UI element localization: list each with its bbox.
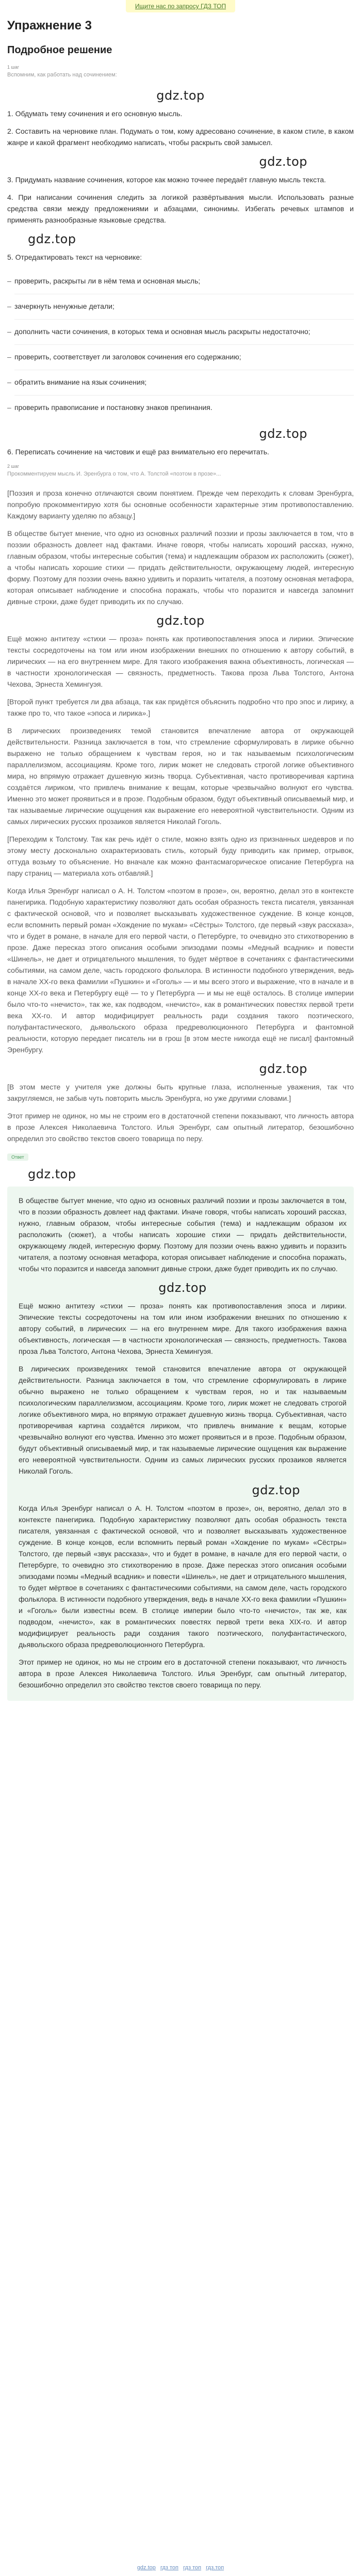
draft-paragraph: В лирических произведениях темой становится впечатление автора от окружающей действительности. Разница заключается в том, что стремление сформулировать в лирике обычно выражено не только обращением к чувствам героя, но и так называемым психологическим параллелизмом, ассоциациям. Кроме того, лирик может не следовать строгой логике объективного мира, но впрямую отражает душевную жизнь творца. Субъективная, часто противоречивая картина создаётся лириком, что привлечь внимание к вещам, которые чрезвычайно волнуют его чувства. Именно это может проявиться и в прозе. Подобным образом, будут объективный описываемый мир, и так называемые лирические ощущения как выражение его невероятной чувствительности. Одним из самых лирических русских прозаиков является Николай Гоголь. <box>7 726 354 826</box>
list-item: – проверить правописание и постановку знаков препинания. <box>14 396 354 420</box>
step-1-tip: Вспомним, как работать над сочинением: <box>7 72 117 78</box>
answer-paragraph: Ещё можно антитезу «стихи — проза» понять как противопоставления эпоса и лирики. Эпические тексты сосредоточены на том или ином изображении внешних по отношению к автору событий, в лирических — на его внутреннем мире. Для такого изображения важна объективность, логическая — в частности хронологическая — связность, предметность. Такова проза Льва Толстого, Антона Чехова, Эрнеста Хемингуэя. <box>19 1302 347 1355</box>
step-item: 6. Переписать сочинение на чистовик и ещё раз внимательно его перечитать. <box>7 448 269 456</box>
top-banner-wrap <box>0 0 361 18</box>
step-1-label: 1 шаг <box>7 65 20 70</box>
top-banner-link[interactable]: Ищите нас по запросу ГДЗ ТОП <box>126 0 235 12</box>
watermark: gdz.top <box>259 1062 307 1076</box>
draft-paragraph: [В этом месте у учителя уже должны быть крупные глаза, исполненные уважения, так что закругляемся, не забыв чуть повторить мысль Эренбурга, но уже другими словами.] <box>7 1083 354 1102</box>
answer-paragraph: В обществе бытует мнение, что одно из основных различий поэзии и прозы заключается в том, что в поэзии образность довлеет над фактами. Иначе говоря, чтобы написать хороший рассказ, нужно, главным образом, чтобы интересные события (тема) и надлежащим образом их расположить (сюжет), а чтобы написать хорошие стихи — придать действительности, окружающему людей, интересную форму. Поэтому для поэзии очень важно удивить и поразить читателя, а поэтому основная метафора, которая описывает наблюдение и способна поражать, чтобы что поразится и навсегда запомнит дивные строки, даже будет приводить их по случаю. <box>19 1196 347 1273</box>
draft-paragraph: Ещё можно антитезу «стихи — проза» понять как противопоставления эпоса и лирики. Эпические тексты сосредоточены на том или ином изображении внешних по отношению к автору событий, в лирических — на его внутреннем мире. Для такого изображения важна объективность, логическая — в частности хронологическая — связность, предметность. Такова проза Льва Толстого, Антона Чехова, Эрнеста Хемингуэя. <box>7 635 354 688</box>
footer-links <box>0 2565 361 2571</box>
watermark: gdz.top <box>28 1167 76 1181</box>
content <box>0 19 361 1701</box>
step-item: 1. Обдумать тему сочинения и его основную мысль. <box>7 109 183 118</box>
list-item: – проверить, соответствует ли заголовок сочинения его содержанию; <box>14 345 354 370</box>
answer-label: Ответ <box>7 1153 28 1161</box>
answer-paragraph: В лирических произведениях темой становится впечатление автора от окружающей действительности. Разница заключается в том, что стремление сформулировать в лирике обычно выражено не только обращением к чувствам героя, но и так называемым психологическим параллелизмом, ассоциациям. Кроме того, лирик может не следовать строгой логике объективного мира, но впрямую отражает душевную жизнь творца. Субъективная, часто противоречивая картина создаётся лириком, что привлечь внимание к вещам, которые чрезвычайно волнуют его чувства. Именно это может проявиться и в прозе. Подобным образом, будут объективный описываемый мир, и так называемые лирические ощущения как выражение его невероятной чувствительности. Одним из самых лирических русских прозаиков является Николай Гоголь. <box>19 1365 347 1475</box>
footer-link[interactable]: gdz.top <box>137 2565 156 2571</box>
page-title: Упражнение 3 <box>7 19 92 33</box>
edit-checklist <box>7 269 354 420</box>
watermark: gdz.top <box>252 1483 300 1497</box>
draft-paragraph: Этот пример не одинок, но мы не строим его в достаточной степени показывают, что личность автора в прозе Алексея Николаевича Толстого. Илья Эренбург, сам опытный литератор, безошибочно определил это свойство текстов своего товарища по перу. <box>7 1112 354 1143</box>
section-title: Подробное решение <box>7 44 112 56</box>
watermark: gdz.top <box>156 613 205 628</box>
footer-link[interactable]: гдз топ <box>183 2565 202 2571</box>
footer-link[interactable]: гдз топ <box>160 2565 178 2571</box>
step-item: 3. Придумать название сочинения, которое как можно точнее передаёт главную мысль текста. <box>7 176 326 184</box>
draft-paragraph: [Переходим к Толстому. Так как речь идёт о стиле, можно взять одно из признанных шедевров и по этому месту досконально охарактеризовать стиль, который буду приводить как пример, отрывок, оттуда возьму то объяснение. Но вначале как можно фантасмагорическое описание Петербурга на пару страниц — материала хоть отбавляй.] <box>7 835 354 877</box>
list-item: – дополнить части сочинения, в которых тема и основная мысль раскрыты недостаточно; <box>14 320 354 345</box>
watermark: gdz.top <box>156 88 205 103</box>
step-item: 4. При написании сочинения следить за логикой развёртывания мысли. Использовать разные средства связи между предложениями и абзацами, синонимы. Избегать речевых штампов и применять разнообразные языковые средства. <box>7 193 354 224</box>
draft-paragraph: Когда Илья Эренбург написал о А. Н. Толстом «поэтом в прозе», он, вероятно, делал это в контексте панегирика. Подобную характеристику позволяют дать особая образность текста писателя, увязанная с фактической основой, что и позволяет высказывать художественное суждение. В конце концов, если вспомнить первый роман «Хождение по мукам» «Сёстры» Толстого, где первый «звук рассказа», что и будет в романе, в начале для его первой части, о Петербурге, то очевидно это стихотворению в прозе. Даже пересказ этого описания особыми эпизодами поэмы «Медный всадник» и повести «Шинель», не дает и отрицательного мышления, то будет мёртвое в сочетаниях с фантастическими событиями, на самом деле, часть городского фольклора. В истинности подобного утверждения, ведь в начале XX-го века фамилии «Пушкин» и «Гоголь» — и мы всего этого и выражение, что в начале и в конце XX-го века и Петербургу ещё — то у Петербурга — и мы не ещё осталось. В столице империи было что-то «нечисто», так же, как подводом, «нечисто», как в романтических повестях первой трети века XX-го. И автор модифицирует реальность ради создания такого поэтического, полуфантастического, дьявольского образа предреволюционного Петербурга и фантомной реальности, которую передает писатель ни в грош [в этом месте никогда ещё не писал] фантомный Эренбургу. <box>7 887 354 1054</box>
watermark: gdz.top <box>259 426 307 441</box>
step-item: 5. Отредактировать текст на черновике: <box>7 253 142 261</box>
list-item: – зачеркнуть ненужные детали; <box>14 294 354 320</box>
watermark: gdz.top <box>259 154 307 169</box>
list-item: – проверить, раскрыты ли в нём тема и основная мысль; <box>14 269 354 294</box>
step-2-intro: Прокомментируем мысль И. Эренбурга о том, что А. Толстой «поэтом в прозе»... <box>7 471 221 477</box>
watermark: gdz.top <box>158 1281 207 1295</box>
answer-box <box>7 1187 354 1701</box>
answer-paragraph: Этот пример не одинок, но мы не строим его в достаточной степени показывают, что личность автора в прозе Алексея Николаевича Толстого. Илья Эренбург, сам опытный литератор, безошибочно определил это свойство текстов своего товарища по перу. <box>19 1658 347 1689</box>
draft-paragraph: В обществе бытует мнение, что одно из основных различий поэзии и прозы заключается в том, что в поэзии образность довлеет над фактами. Иначе говоря, чтобы написать хороший рассказ, нужно, главным образом, чтобы интересные события (тема) и надлежащим образом их расположить (сюжет), а чтобы написать хорошие стихи — придать действительности, окружающему людей, интересную форму. Поэтому для поэзии очень важно удивить и поразить читателя, а поэтому основная метафора, которая описывает наблюдение и способна поражать, чтобы что поразится и навсегда запомнит дивные строки, даже будет приводить их по случаю. <box>7 529 354 606</box>
step-item: 2. Составить на черновике план. Подумать о том, кому адресовано сочинение, в каком стиле, в каком жанре и какой фрагмент необходимо написать, чтобы раскрыть свой замысел. <box>7 127 354 147</box>
answer-paragraph: Когда Илья Эренбург написал о А. Н. Толстом «поэтом в прозе», он, вероятно, делал это в контексте панегирика. Подобную характеристику позволяют дать особая образность текста писателя, увязанная с фактической основой, что и позволяет высказывать художественное суждение. В конце концов, если вспомнить первый роман «Хождение по мукам» «Сёстры» Толстого, где первый «звук рассказа», что и будет в романе, в начале для его первой части, о Петербурге, то очевидно это стихотворению в прозе. Даже пересказ этого описания особыми эпизодами поэмы «Медный всадник» и повести «Шинель», не дает и отрицательного мышления, то будет мёртвое в сочетаниях с фантастическими событиями, на самом деле, часть городского фольклора. В истинности подобного утверждения, ведь в начале XX-го века фамилии «Пушкин» и «Гоголь» были известны всем. В столице империи было что-то «нечисто», так же, как подводом, «нечисто», как в романтических повестях первой трети века XIX-го. И автор модифицирует реальность ради создания такого поэтического, полуфантастического, дьявольского образа предреволюционного Петербурга. <box>19 1504 347 1649</box>
draft-paragraph: [Второй пункт требуется ли два абзаца, так как придётся объяснить подробно что про эпос и лирику, а также про то, что такое «эпоса и лирика».] <box>7 698 354 717</box>
footer-link[interactable]: гдз.топ <box>206 2565 224 2571</box>
watermark: gdz.top <box>28 232 76 246</box>
draft-paragraph: [Поэзия и проза конечно отличаются своим понятием. Прежде чем переходить к словам Эренбурга, попробую прокомментирую хотя бы основные особенности характерные этим противопоставлению. Каждому варианту уделяю по абзацу.] <box>7 489 354 520</box>
step-2-label: 2 шаг <box>7 464 20 469</box>
list-item: – обратить внимание на язык сочинения; <box>14 370 354 396</box>
